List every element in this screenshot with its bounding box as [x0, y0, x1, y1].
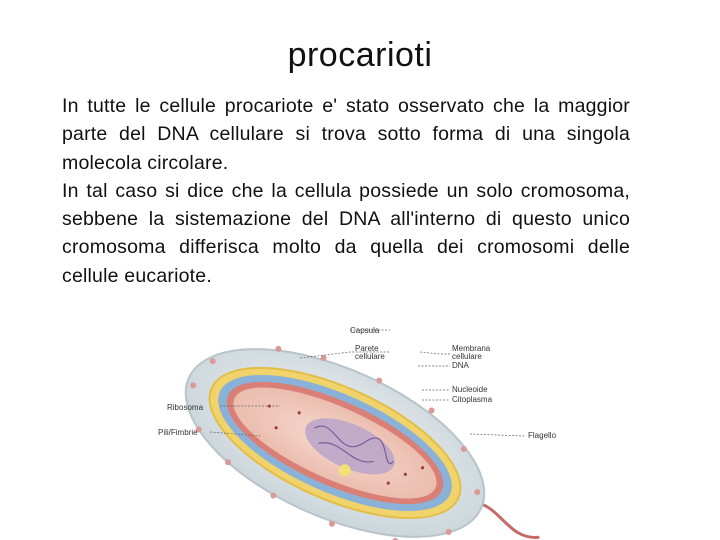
label-cytoplasm: Citoplasma	[452, 395, 493, 404]
prokaryotic-cell-diagram	[150, 318, 580, 540]
slide-body	[62, 92, 630, 290]
label-dna: DNA	[452, 361, 469, 370]
label-cell-wall-1: Parete	[355, 344, 379, 353]
slide-title: procarioti	[287, 36, 433, 74]
label-pilus: Pili/Fimbrie	[158, 428, 198, 437]
label-membrane-2: cellulare	[452, 352, 482, 361]
label-nucleoid: Nucleoide	[452, 385, 488, 394]
label-capsule: Capsula	[350, 326, 380, 335]
label-membrane-1: Membrana	[452, 344, 491, 353]
label-cell-wall-2: cellulare	[355, 352, 385, 361]
label-flagellum: Flagello	[528, 431, 557, 440]
label-ribosome: Ribosoma	[167, 403, 204, 412]
paragraph-2: In tal caso si dice che la cellula possiede un solo cromosoma, sebbene la sistemazione del DNA all'interno di questo unico cromosoma differisca molto da quella dei cromosomi delle cellule eucariote.	[62, 179, 630, 287]
paragraph-1: In tutte le cellule procariote e' stato osservato che la maggior parte del DNA cellulare si trova sotto forma di una singola molecola circolare.	[62, 95, 630, 174]
